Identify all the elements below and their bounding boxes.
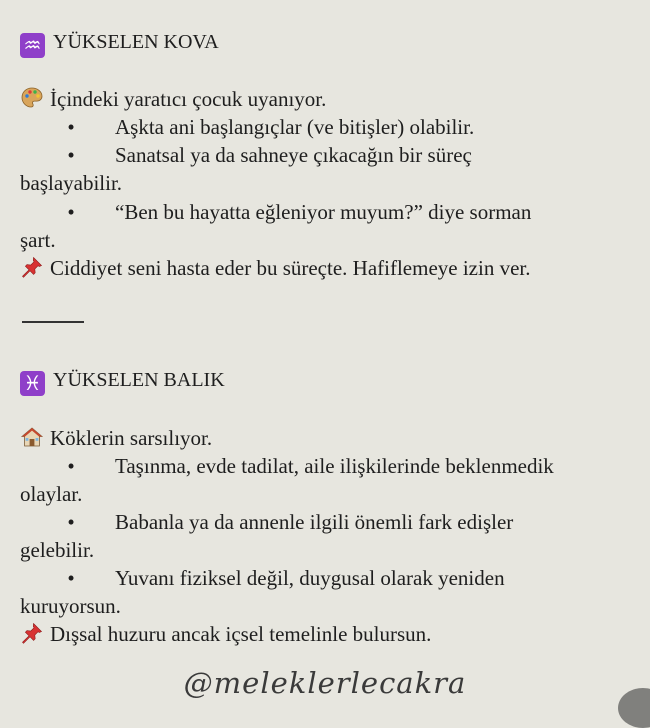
watermark-handle: @meleklerlecakra bbox=[183, 666, 467, 700]
intro-text: Köklerin sarsılıyor. bbox=[50, 426, 213, 450]
intro-text: İçindeki yaratıcı çocuk uyanıyor. bbox=[50, 87, 327, 111]
pushpin-icon bbox=[20, 255, 44, 279]
bullet-glyph: • bbox=[67, 566, 75, 590]
heading-text: YÜKSELEN KOVA bbox=[53, 31, 219, 53]
bullet-text: Taşınma, evde tadilat, aile ilişkilerinde beklenmedik bbox=[115, 454, 554, 478]
intro-line-kova bbox=[20, 85, 326, 113]
section-divider bbox=[22, 321, 84, 323]
note-text: Ciddiyet seni hasta eder bu süreçte. Hafiflemeye izin ver. bbox=[50, 256, 531, 280]
bullet-continuation: kuruyorsun. bbox=[20, 594, 121, 618]
section-heading-kova bbox=[20, 28, 219, 58]
bullet-glyph: • bbox=[67, 143, 75, 167]
pisces-icon: ♓ bbox=[20, 371, 45, 396]
note-line-balik bbox=[20, 620, 431, 648]
aquarius-icon: ♒ bbox=[20, 33, 45, 58]
bullet-glyph: • bbox=[67, 454, 75, 478]
bullet-continuation: başlayabilir. bbox=[20, 171, 123, 195]
section-heading-balik bbox=[20, 366, 225, 396]
bullet-text: Yuvanı fiziksel değil, duygusal olarak yeniden bbox=[115, 566, 505, 590]
bullet-continuation: şart. bbox=[20, 228, 56, 252]
note-text: Dışsal huzuru ancak içsel temelinle bulursun. bbox=[50, 622, 432, 646]
bullet-continuation: olaylar. bbox=[20, 482, 83, 506]
bullet-continuation: gelebilir. bbox=[20, 538, 95, 562]
heading-text: YÜKSELEN BALIK bbox=[53, 369, 225, 391]
intro-line-balik bbox=[20, 424, 212, 452]
note-line-kova bbox=[20, 254, 531, 282]
bullet-text: Sanatsal ya da sahneye çıkacağın bir süreç bbox=[115, 143, 472, 167]
bullet-text: Aşkta ani başlangıçlar (ve bitişler) olabilir. bbox=[115, 115, 475, 139]
bullet-glyph: • bbox=[67, 510, 75, 534]
palette-icon bbox=[20, 86, 44, 110]
bullet-glyph: • bbox=[67, 200, 75, 224]
pushpin-icon bbox=[20, 621, 44, 645]
bullet-glyph: • bbox=[67, 115, 75, 139]
bullet-text: “Ben bu hayatta eğleniyor muyum?” diye sorman bbox=[115, 200, 532, 224]
bullet-text: Babanla ya da annenle ilgili önemli fark edişler bbox=[115, 510, 514, 534]
house-icon bbox=[20, 425, 44, 449]
